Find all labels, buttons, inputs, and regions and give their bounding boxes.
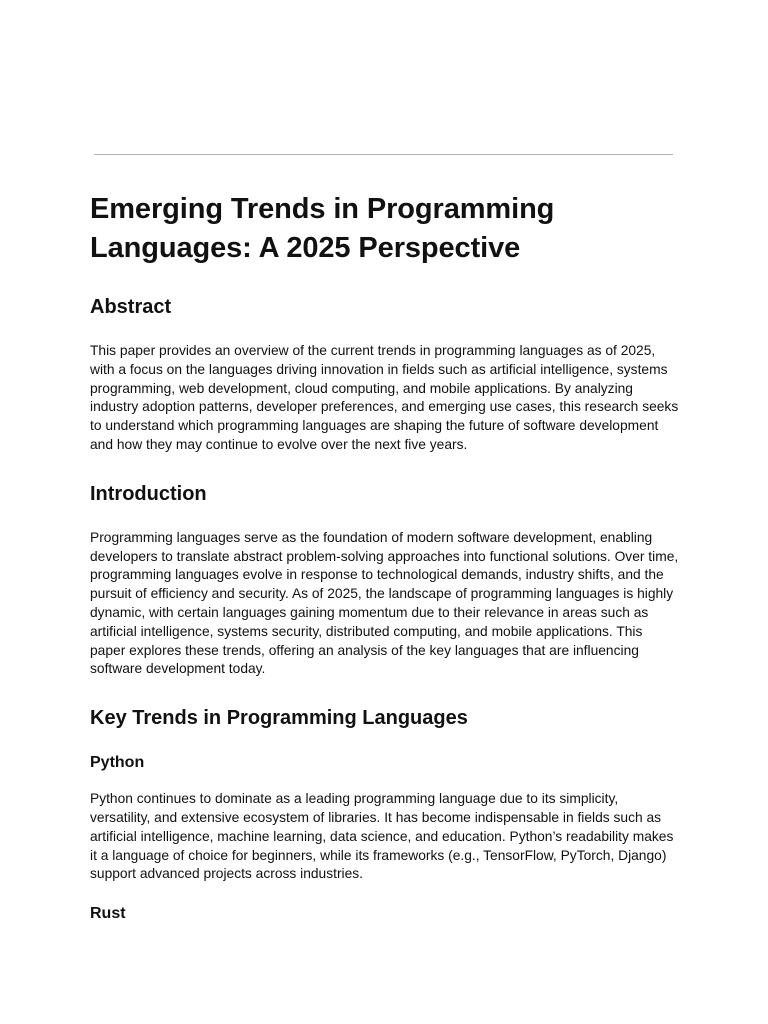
introduction-paragraph: Programming languages serve as the foundation of modern software development, enabling developers to translate abstract problem-solving approaches into functional solutions. Over time, programming languages evolve in response to technological demands, industry shifts, and the pursuit of efficiency and security. As of 2025, the landscape of programming languages is highly dynamic, with certain languages gaining momentum due to their relevance in areas such as artificial intelligence, systems security, distributed computing, and mobile applications. This paper explores these trends, offering an analysis of the key languages that are influencing software development today. <box>90 529 679 677</box>
introduction-heading: Introduction <box>90 482 207 505</box>
key-trends-heading: Key Trends in Programming Languages <box>90 707 468 730</box>
python-paragraph: Python continues to dominate as a leading programming language due to its simplicity, versatility, and extensive ecosystem of libraries. It has become indispensable in fields such as artificial intelligence, machine learning, data science, and education. Python’s readability makes it a language of choice for beginners, while its frameworks (e.g., TensorFlow, PyTorch, Django) support advanced projects across industries. <box>90 791 674 882</box>
document-content <box>90 190 680 924</box>
abstract-heading: Abstract <box>90 296 172 318</box>
document-title: Emerging Trends in Programming Languages: A 2025 Perspective <box>90 193 555 264</box>
abstract-paragraph: This paper provides an overview of the current trends in programming languages as of 2025, with a focus on the languages driving innovation in fields such as artificial intelligence, systems programming, web development, cloud computing, and mobile applications. By analyzing industry adoption patterns, developer preferences, and emerging use cases, this research seeks to understand which programming languages are shaping the future of software development and how they may continue to evolve over the next five years. <box>90 343 679 452</box>
rust-subheading: Rust <box>90 905 126 923</box>
python-subheading: Python <box>90 754 145 772</box>
horizontal-divider <box>94 154 673 155</box>
